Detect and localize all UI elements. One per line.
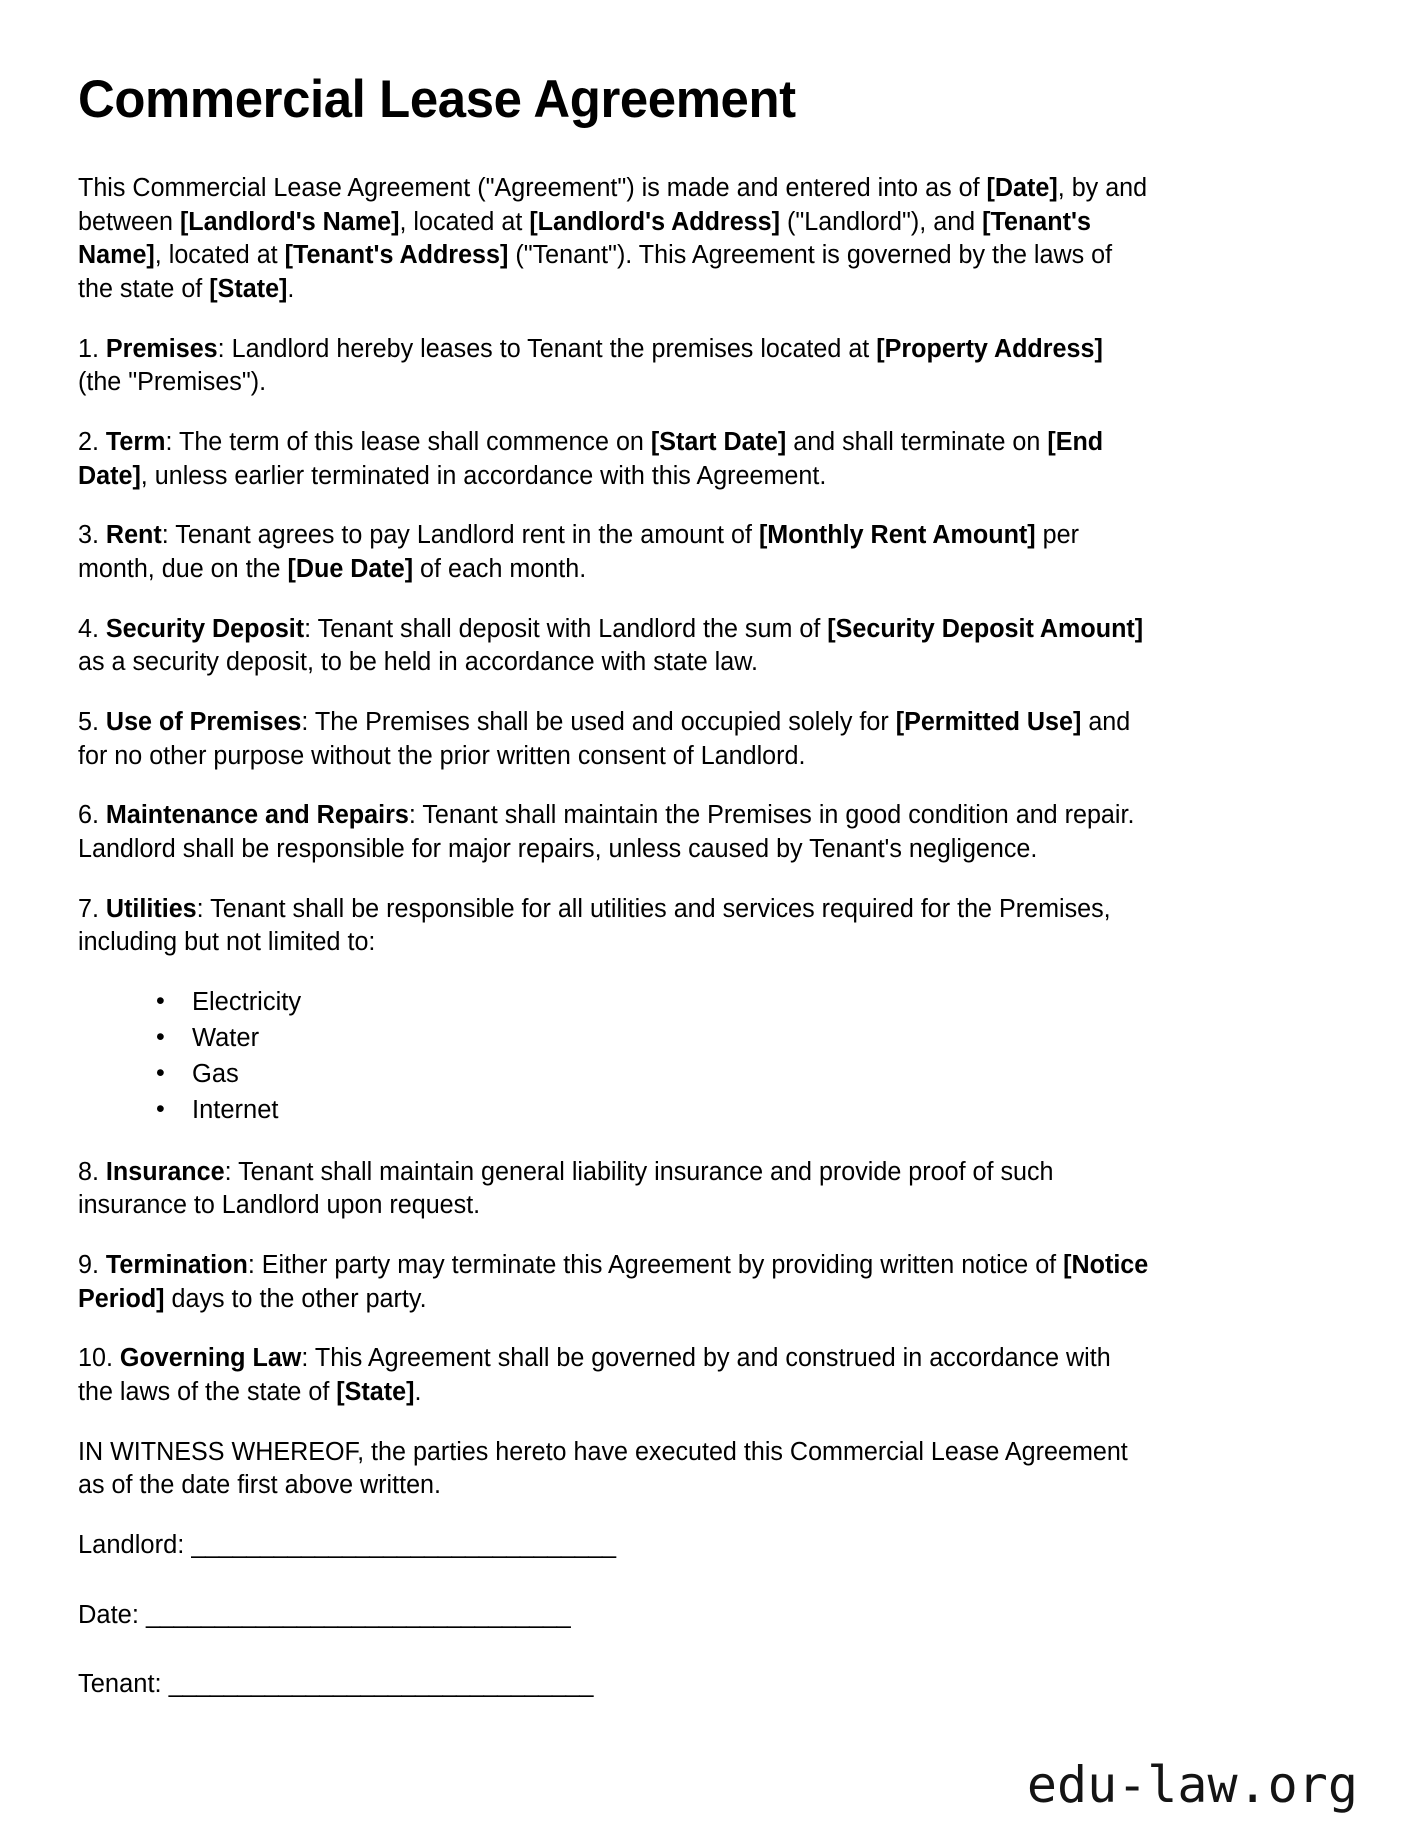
witness-clause: IN WITNESS WHEREOF, the parties hereto have executed this Commercial Lease Agreement as of the date first above written. [78,1437,1128,1500]
page-title: Commercial Lease Agreement [78,70,796,129]
clause-security-deposit: 4. Security Deposit: Tenant shall deposit with Landlord the sum of [Security Deposit Amount] as a security deposit, to be held in accordance with state law. [78,614,1144,677]
signature-tenant-label: Tenant: [78,1670,169,1699]
signature-tenant [78,1668,1336,1702]
clause-use-of-premises: 5. Use of Premises: The Premises shall be used and occupied solely for [Permitted Use] and for no other purpose without the prior written consent of Landlord. [78,708,1131,770]
intro-paragraph: This Commercial Lease Agreement ("Agreement") is made and entered into as of [Date], by and between [Landlord's Name], located at [Landlord's Address] ("Landlord"), and [Tenant's Name], located at [Tenant's Address] ("Tenant"). This Agreement is governed by the laws of the state of [State]. [78,174,1148,304]
utilities-list [78,986,1156,1128]
signature-landlord-label: Landlord: [78,1530,192,1559]
clause-maintenance-and-repairs: 6. Maintenance and Repairs: Tenant shall maintain the Premises in good condition and repair. Landlord shall be responsible for major repairs, unless caused by Tenant's negligence. [78,801,1135,864]
clause-premises: 1. Premises: Landlord hereby leases to Tenant the premises located at [Property Address] (the "Premises"). [78,334,1103,397]
clause-insurance: 8. Insurance: Tenant shall maintain general liability insurance and provide proof of such insurance to Landlord upon request. [78,1157,1054,1220]
clause-term: 2. Term: The term of this lease shall commence on [Start Date] and shall terminate on [End Date], unless earlier terminated in accordance with this Agreement. [78,428,1104,490]
clause-rent: 3. Rent: Tenant agrees to pay Landlord rent in the amount of [Monthly Rent Amount] per month, due on the [Due Date] of each month. [78,521,1079,584]
list-item: • Electricity [156,986,1156,1020]
clause-governing-law: 10. Governing Law: This Agreement shall be governed by and construed in accordance with the laws of the state of [State]. [78,1344,1111,1406]
list-item: • Water [156,1022,1156,1056]
signature-landlord [78,1529,1336,1563]
signature-landlord-rule[interactable]: _______________________________ [191,1530,616,1559]
clause-termination: 9. Termination: Either party may terminate this Agreement by providing written notice of [Notice Period] days to the other party. [78,1250,1149,1313]
signature-date-label: Date: [78,1600,147,1629]
clause-utilities: 7. Utilities: Tenant shall be responsible for all utilities and services required for the Premises, including but not limited to: [78,894,1111,957]
list-item: • Internet [156,1094,1156,1128]
signature-tenant-rule[interactable]: _______________________________ [168,1670,593,1699]
signature-date [78,1599,1336,1633]
signature-date-rule[interactable]: _______________________________ [146,1600,571,1629]
list-item: • Gas [156,1058,1156,1092]
site-watermark: edu-law.org [1026,1756,1358,1814]
